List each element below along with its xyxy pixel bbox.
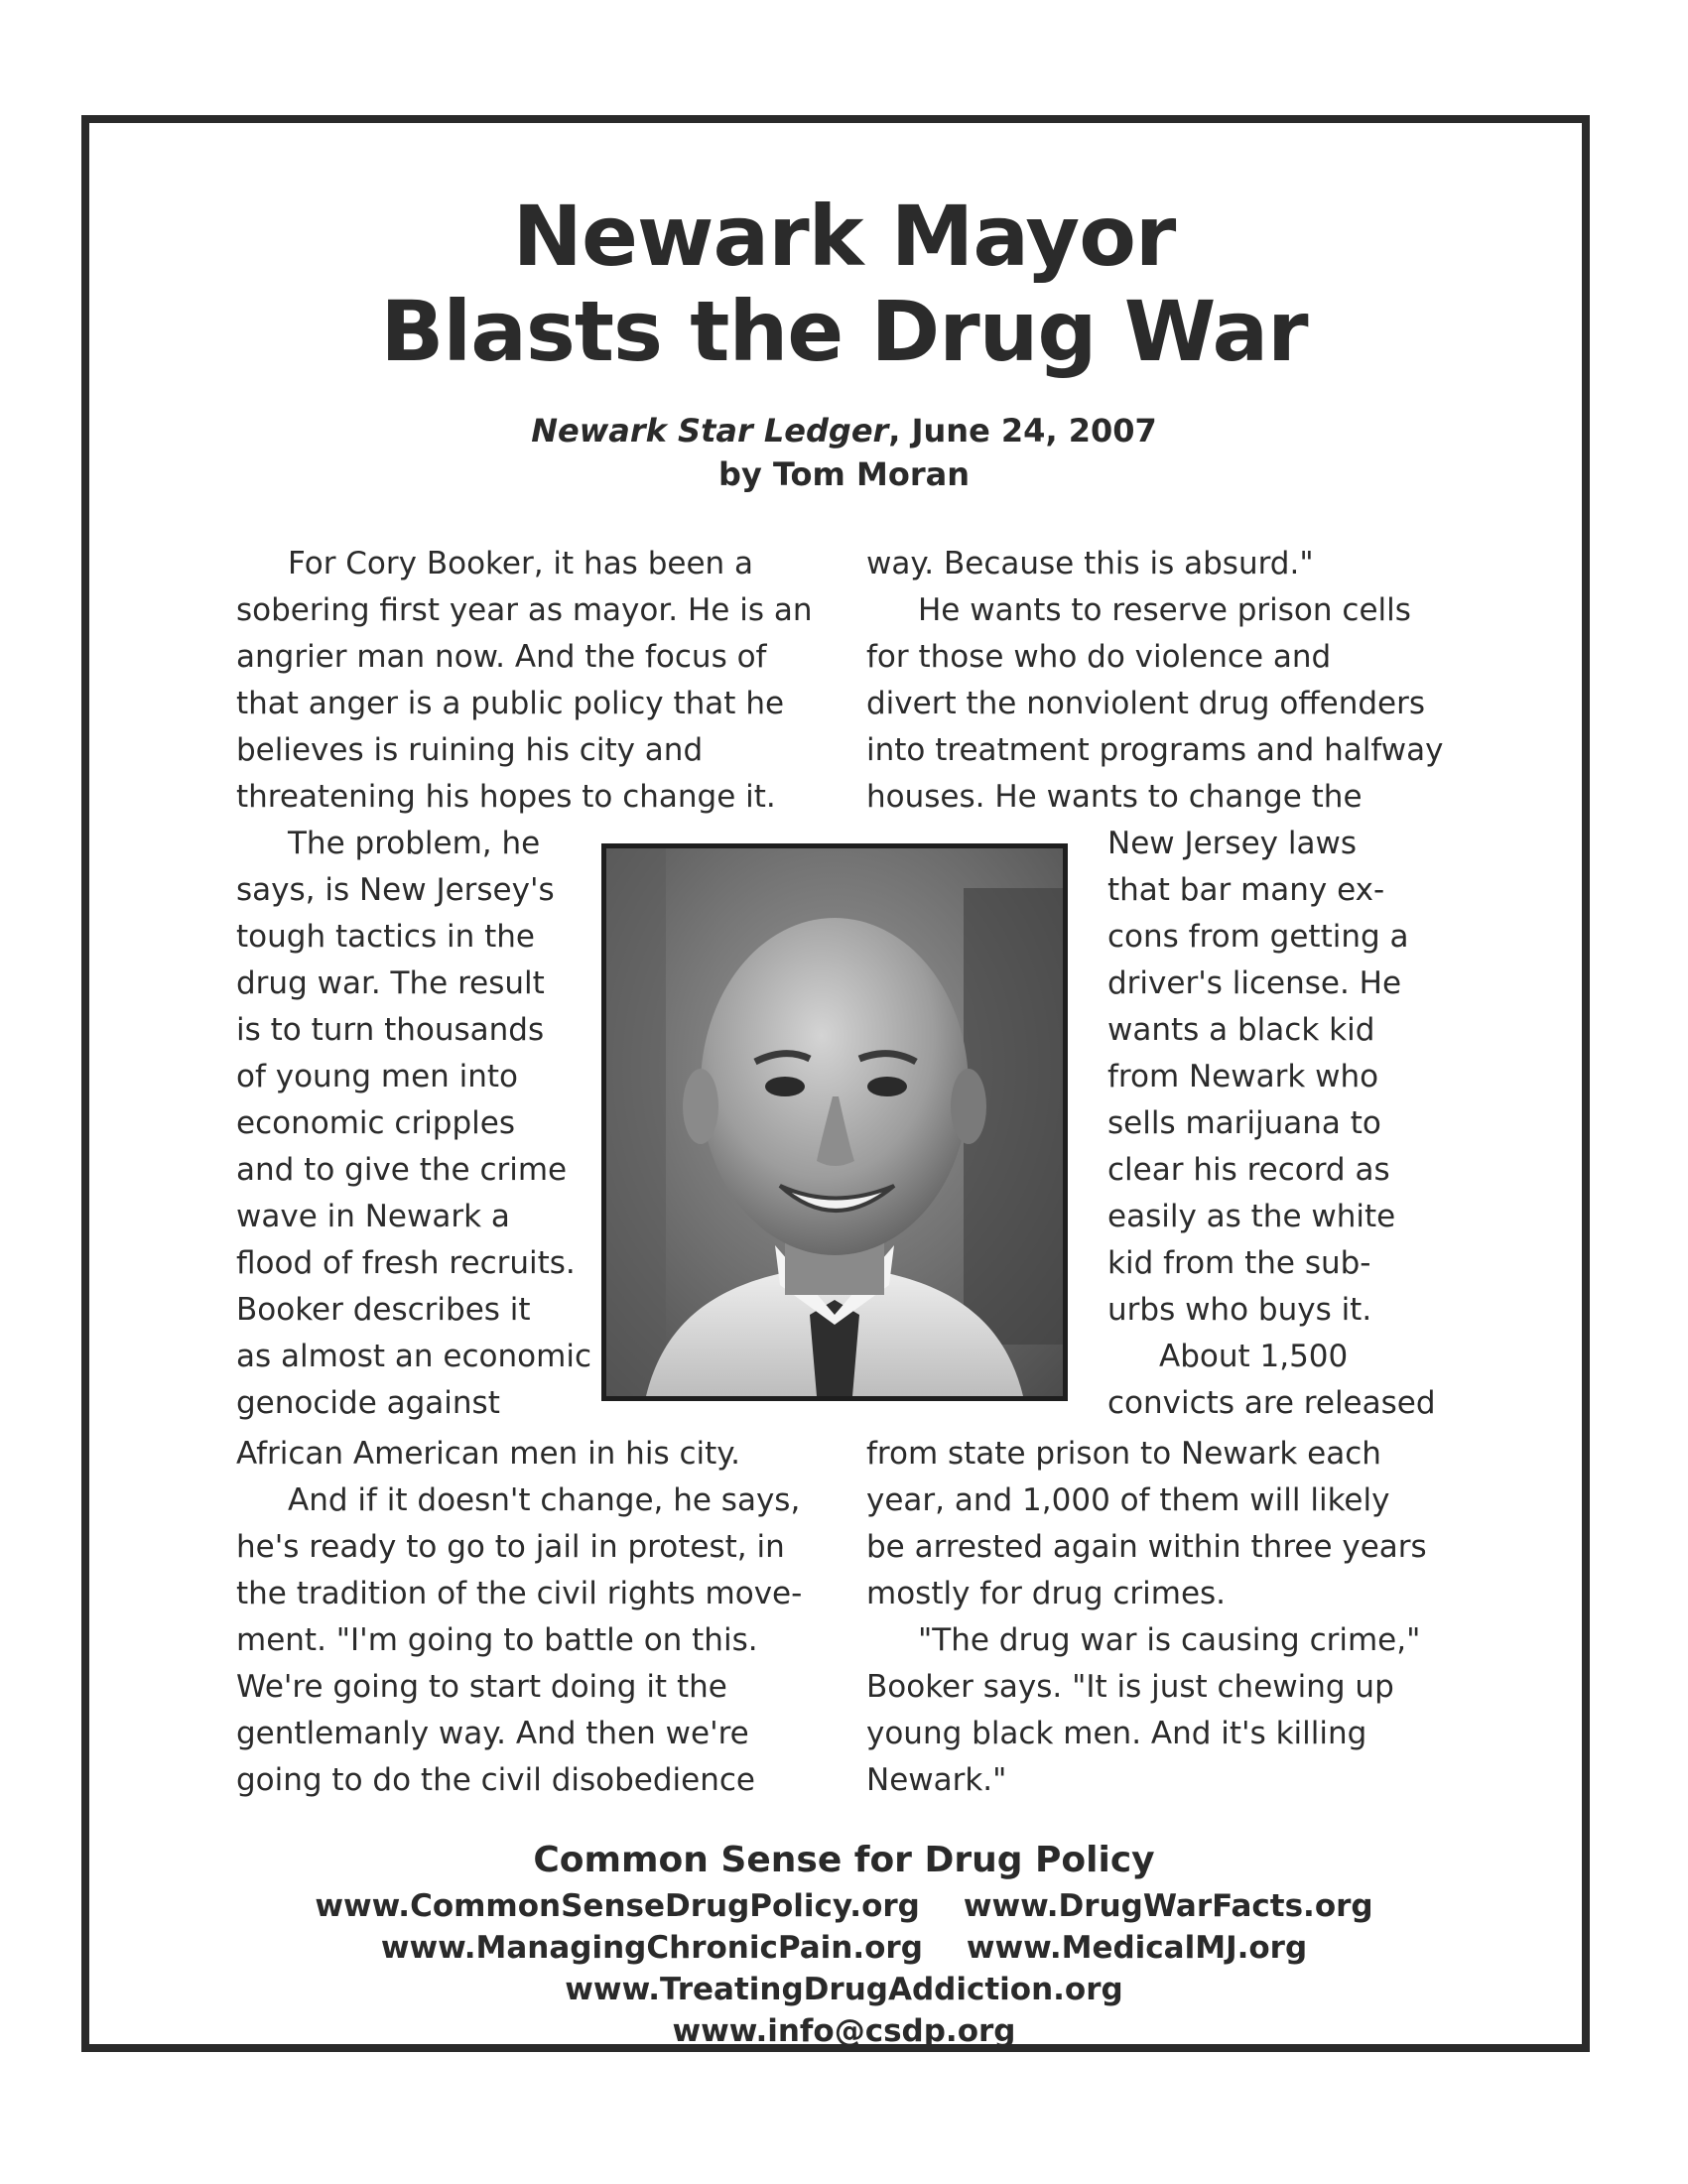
text-line: Booker says. "It is just chewing up xyxy=(866,1669,1394,1705)
text-line: divert the nonviolent drug offenders xyxy=(866,686,1426,721)
text-line: And if it doesn't change, he says, xyxy=(288,1482,801,1518)
text-line: believes is ruining his city and xyxy=(236,732,704,768)
headline-line-2: Blasts the Drug War xyxy=(380,283,1308,380)
byline: by Tom Moran xyxy=(718,455,970,493)
article-column-right-narrow xyxy=(1107,821,1465,1427)
text-line: "The drug war is causing crime," xyxy=(918,1622,1421,1658)
article-column-left-narrow xyxy=(236,821,603,1427)
text-line: wave in Newark a xyxy=(236,1199,510,1234)
paragraph xyxy=(236,1477,822,1804)
paragraph xyxy=(236,821,603,1427)
text-line: that anger is a public policy that he xyxy=(236,686,785,721)
text-line: For Cory Booker, it has been a xyxy=(288,546,754,581)
text-line: into treatment programs and halfway xyxy=(866,732,1444,768)
paragraph xyxy=(866,1617,1462,1804)
portrait-photo xyxy=(601,843,1068,1401)
website-link[interactable]: www.DrugWarFacts.org xyxy=(963,1888,1373,1924)
website-link[interactable]: www.CommonSenseDrugPolicy.org xyxy=(315,1888,920,1924)
text-line: kid from the sub- xyxy=(1107,1245,1371,1281)
website-link[interactable]: www.MedicalMJ.org xyxy=(966,1930,1308,1966)
text-line: Booker describes it xyxy=(236,1292,531,1328)
text-line: and to give the crime xyxy=(236,1152,568,1188)
text-line: clear his record as xyxy=(1107,1152,1390,1188)
text-line: drug war. The result xyxy=(236,965,545,1001)
article-column-right-bottom xyxy=(866,1431,1462,1804)
text-line: from Newark who xyxy=(1107,1059,1379,1094)
paragraph xyxy=(866,541,1462,587)
article-source xyxy=(0,409,1688,496)
text-line: New Jersey laws xyxy=(1107,826,1357,861)
text-line: the tradition of the civil rights move- xyxy=(236,1576,803,1611)
publication-date: , June 24, 2007 xyxy=(888,412,1157,450)
portrait-image xyxy=(606,848,1063,1396)
footer xyxy=(0,1836,1688,2052)
text-line: young black men. And it's killing xyxy=(866,1716,1367,1751)
text-line: angrier man now. And the focus of xyxy=(236,639,767,675)
text-line: houses. He wants to change the xyxy=(866,779,1363,815)
paragraph xyxy=(236,1431,822,1477)
text-line: driver's license. He xyxy=(1107,965,1402,1001)
text-line: be arrested again within three years xyxy=(866,1529,1427,1565)
text-line: convicts are released xyxy=(1107,1385,1436,1421)
website-row xyxy=(0,1927,1688,1969)
paragraph xyxy=(236,541,822,821)
text-line: gentlemanly way. And then we're xyxy=(236,1716,749,1751)
text-line: says, is New Jersey's xyxy=(236,872,555,908)
text-line: going to do the civil disobedience xyxy=(236,1762,756,1798)
website-link[interactable]: www.ManagingChronicPain.org xyxy=(380,1930,923,1966)
text-line: economic cripples xyxy=(236,1105,515,1141)
website-row xyxy=(0,1885,1688,1927)
text-line: Newark." xyxy=(866,1762,1007,1798)
text-line: flood of fresh recruits. xyxy=(236,1245,576,1281)
publication-line xyxy=(0,409,1688,452)
website-row xyxy=(0,1969,1688,2010)
text-line: for those who do violence and xyxy=(866,639,1332,675)
text-line: year, and 1,000 of them will likely xyxy=(866,1482,1390,1518)
text-line: ment. "I'm going to battle on this. xyxy=(236,1622,758,1658)
article-column-left-top xyxy=(236,541,822,821)
website-link[interactable]: www.TreatingDrugAddiction.org xyxy=(565,1972,1123,2007)
website-row xyxy=(0,2010,1688,2052)
text-line: is to turn thousands xyxy=(236,1012,545,1048)
text-line: as almost an economic xyxy=(236,1339,591,1374)
text-line: threatening his hopes to change it. xyxy=(236,779,776,815)
text-line: The problem, he xyxy=(288,826,541,861)
headline xyxy=(0,189,1688,379)
paragraph xyxy=(866,587,1462,821)
text-line: We're going to start doing it the xyxy=(236,1669,727,1705)
organization-name: Common Sense for Drug Policy xyxy=(533,1840,1155,1880)
text-line: way. Because this is absurd." xyxy=(866,546,1314,581)
text-line: sobering first year as mayor. He is an xyxy=(236,592,813,628)
text-line: cons from getting a xyxy=(1107,919,1409,955)
paragraph xyxy=(1107,1334,1465,1427)
article-column-left-bottom xyxy=(236,1431,822,1804)
text-line: genocide against xyxy=(236,1385,500,1421)
website-link[interactable]: www.info@csdp.org xyxy=(672,2013,1016,2049)
text-line: He wants to reserve prison cells xyxy=(918,592,1411,628)
text-line: he's ready to go to jail in protest, in xyxy=(236,1529,785,1565)
paragraph xyxy=(1107,821,1465,1334)
article-column-right-top xyxy=(866,541,1462,821)
text-line: from state prison to Newark each xyxy=(866,1436,1381,1472)
text-line: African American men in his city. xyxy=(236,1436,741,1472)
text-line: that bar many ex- xyxy=(1107,872,1385,908)
text-line: tough tactics in the xyxy=(236,919,535,955)
paragraph xyxy=(866,1431,1462,1617)
text-line: of young men into xyxy=(236,1059,519,1094)
text-line: wants a black kid xyxy=(1107,1012,1375,1048)
headline-line-1: Newark Mayor xyxy=(512,188,1176,285)
text-line: urbs who buys it. xyxy=(1107,1292,1372,1328)
publication-name: Newark Star Ledger xyxy=(531,412,889,450)
text-line: mostly for drug crimes. xyxy=(866,1576,1227,1611)
text-line: sells marijuana to xyxy=(1107,1105,1381,1141)
text-line: About 1,500 xyxy=(1159,1339,1349,1374)
text-line: easily as the white xyxy=(1107,1199,1396,1234)
